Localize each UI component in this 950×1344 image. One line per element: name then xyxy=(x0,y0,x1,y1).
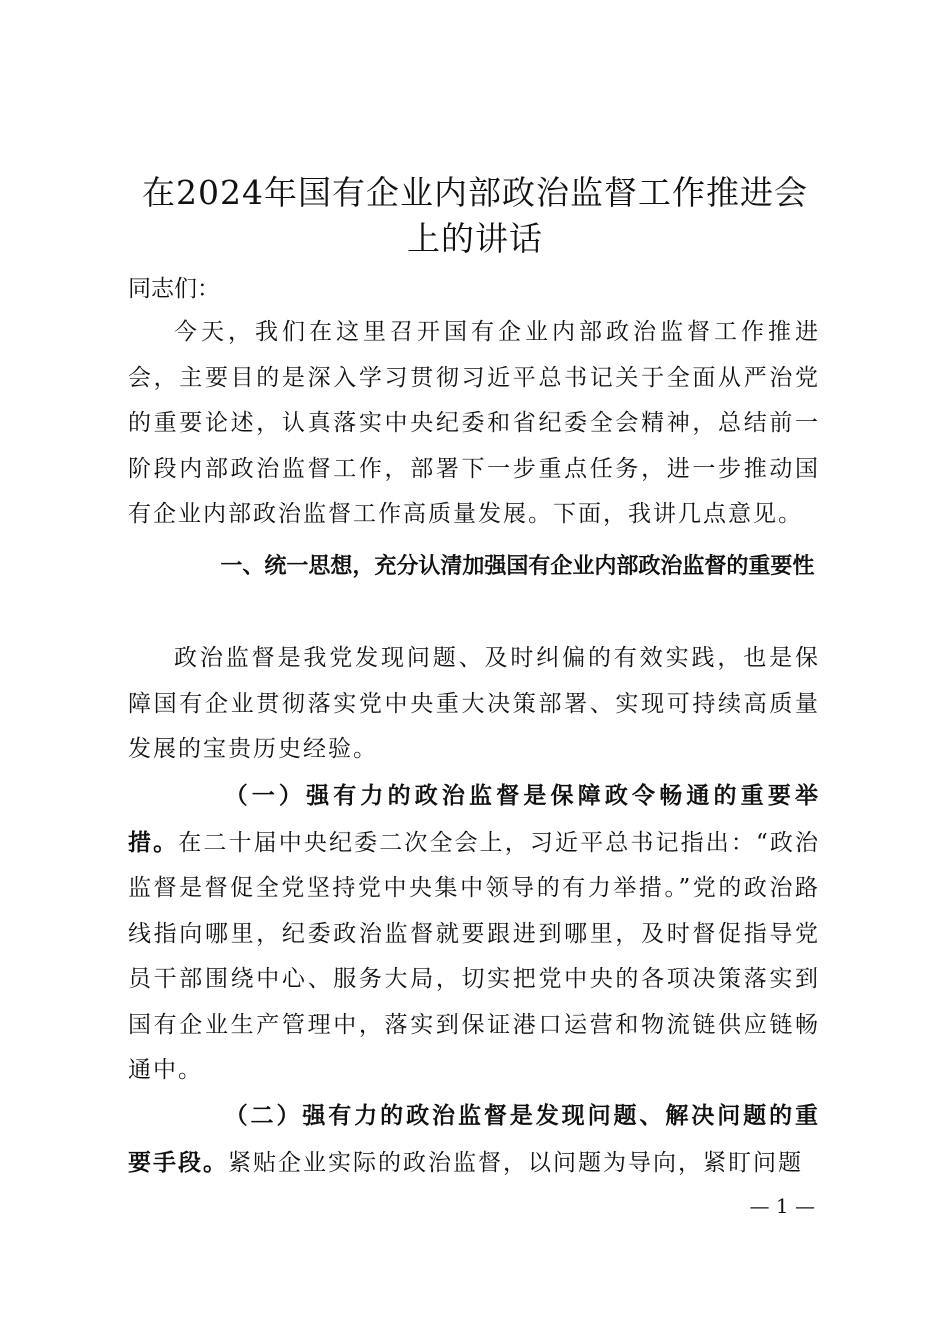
subsection-1-paragraph xyxy=(128,773,820,1094)
subsection-2-body: 紧贴企业实际的政治监督，以问题为导向，紧盯问题 xyxy=(228,1149,803,1176)
title-line-2: 上的讲话 xyxy=(407,219,543,258)
section-heading-1: 一、统一思想，充分认清加强国有企业内部政治监督的重要性 xyxy=(220,554,815,579)
section-1-paragraph: 政治监督是我党发现问题、及时纠偏的有效实践，也是保障国有企业贯彻落实党中央重大决策部署、实现可持续高质量发展的宝贵历史经验。 xyxy=(128,645,820,762)
title-line-1: 在2024年国有企业内部政治监督工作推进会 xyxy=(142,173,808,212)
subsection-2-paragraph xyxy=(128,1093,820,1186)
greeting: 同志们： xyxy=(128,276,220,302)
subsection-1-lead: （一）强有力的政治监督是保障政令畅通的重要举措。 xyxy=(128,782,820,856)
document-title xyxy=(130,170,820,262)
subsection-1-body: 在二十届中央纪委二次全会上，习近平总书记指出：“政治监督是督促全党坚持党中央集中领导的有力举措。”党的政治路线指向哪里，纪委政治监督就要跟进到哪里，及时督促指导党员干部围绕中心、服务大局，切实把党中央的各项决策落实到国有企业生产管理中，落实到保证港口运营和物流链供应链畅通中。 xyxy=(128,829,821,1083)
subsection-2-lead: （二）强有力的政治监督是发现问题、解决问题的重要手段。 xyxy=(128,1102,820,1176)
page-number: — 1 — xyxy=(749,1194,815,1218)
intro-paragraph: 今天，我们在这里召开国有企业内部政治监督工作推进会，主要目的是深入学习贯彻习近平总书记关于全面从严治党的重要论述，认真落实中央纪委和省纪委全会精神，总结前一阶段内部政治监督工作，部署下一步重点任务，进一步推动国有企业内部政治监督工作高质量发展。下面，我讲几点意见。 xyxy=(128,319,820,527)
